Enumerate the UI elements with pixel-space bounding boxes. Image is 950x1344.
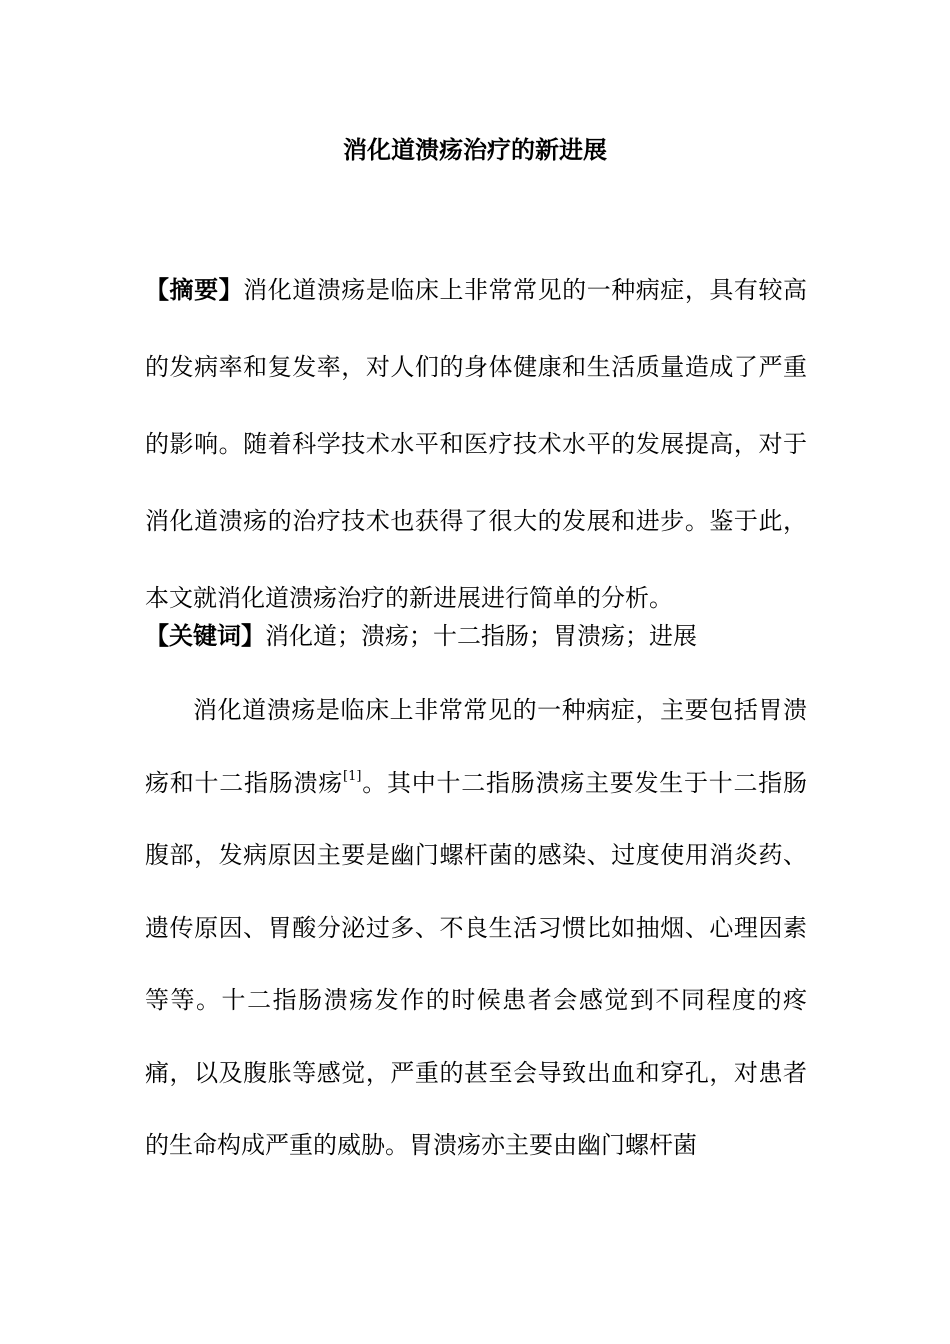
abstract-paragraph bbox=[145, 251, 807, 637]
body-text-part1: 消化道溃疡是临床上非常常见的一种病症，主要包括胃溃疡和十二指肠溃疡 bbox=[145, 696, 807, 797]
document-title: 消化道溃疡治疗的新进展 bbox=[343, 135, 607, 164]
citation-reference: [1] bbox=[343, 768, 362, 784]
abstract-label: 【摘要】 bbox=[145, 275, 244, 304]
abstract-text: 消化道溃疡是临床上非常常见的一种病症，具有较高的发病率和复发率，对人们的身体健康和生活质量造成了严重的影响。随着科学技术水平和医疗技术水平的发展提高，对于消化道溃疡的治疗技术也获得了很大的发展和进步。鉴于此，本文就消化道溃疡治疗的新进展进行简单的分析。 bbox=[145, 276, 808, 612]
keywords-label: 【关键词】 bbox=[145, 621, 265, 650]
body-text-part2: 。其中十二指肠溃疡主要发生于十二指肠腹部，发病原因主要是幽门螺杆菌的感染、过度使用消炎药、遗传原因、胃酸分泌过多、不良生活习惯比如抽烟、心理因素等等。十二指肠溃疡发作的时候患者会感觉到不同程度的疼痛，以及腹胀等感觉，严重的甚至会导致出血和穿孔，对患者的生命构成严重的威胁。胃溃疡亦主要由幽门螺杆菌 bbox=[145, 768, 808, 1159]
keywords-text: 消化道；溃疡；十二指肠；胃溃疡；进展 bbox=[265, 622, 697, 650]
body-paragraph bbox=[145, 674, 807, 1182]
keywords-paragraph bbox=[145, 615, 807, 657]
